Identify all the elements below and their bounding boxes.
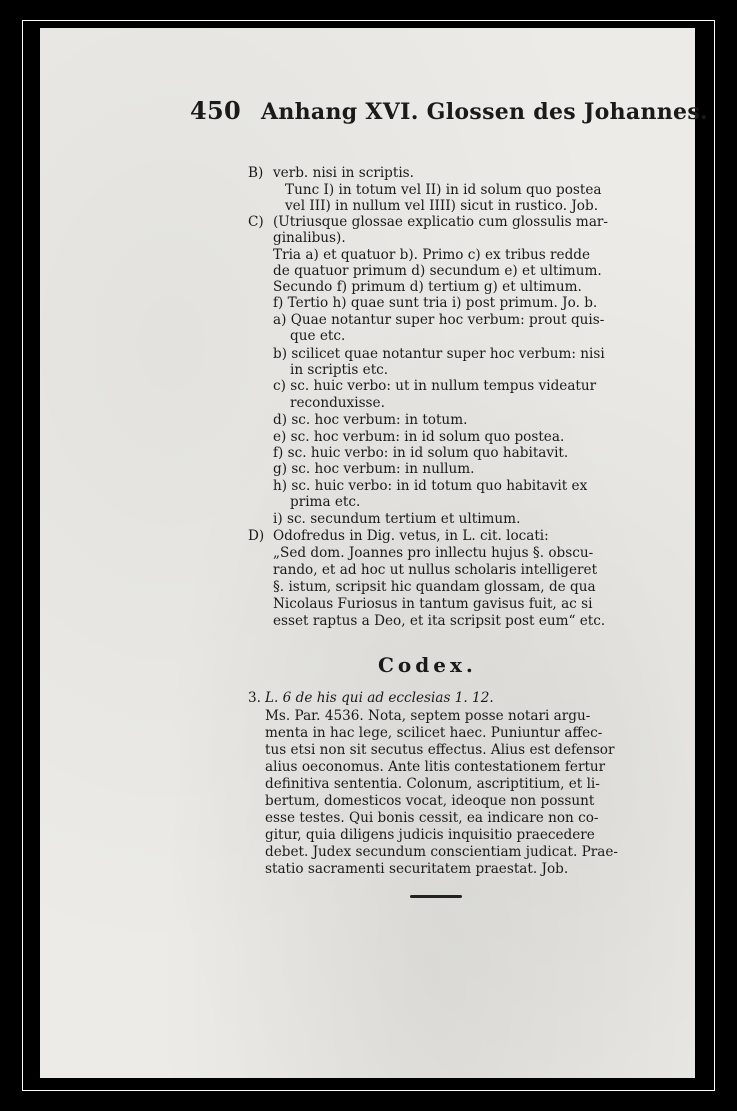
- running-title: Anhang XVI. Glossen des Johannes.: [260, 99, 709, 125]
- section-d-label: D): [248, 528, 265, 544]
- codex-line: bertum, domesticos vocat, ideoque non possunt: [265, 793, 595, 809]
- gloss-line: a) Quae notantur super hoc verbum: prout quis-: [273, 312, 605, 328]
- codex-line: esse testes. Qui bonis cessit, ea indicare non co-: [265, 810, 599, 826]
- page-header: [190, 96, 709, 125]
- gloss-line: reconduxisse.: [290, 395, 385, 411]
- section-b-line: vel III) in nullum vel IIII) sicut in rustico. Job.: [285, 198, 599, 214]
- gloss-line: d) sc. hoc verbum: in totum.: [273, 412, 468, 428]
- gloss-line: prima etc.: [290, 494, 361, 510]
- section-c-label: C): [248, 214, 264, 230]
- section-b-line: Tunc I) in totum vel II) in id solum quo postea: [285, 182, 602, 198]
- section-d-line: rando, et ad hoc ut nullus scholaris intelligeret: [273, 562, 598, 578]
- section-b-label: B): [248, 165, 264, 181]
- section-c-line: Secundo f) primum d) tertium g) et ultimum.: [273, 279, 582, 295]
- end-rule: [410, 895, 462, 898]
- section-d-line: esset raptus a Deo, et ita scripsit post eum“ etc.: [273, 613, 606, 629]
- gloss-line: b) scilicet quae notantur super hoc verbum: nisi: [273, 346, 605, 362]
- gloss-line: que etc.: [290, 328, 346, 344]
- codex-citation: L. 6 de his qui ad ecclesias 1. 12.: [265, 690, 494, 706]
- codex-entry-number: 3.: [248, 690, 261, 706]
- codex-heading: Codex.: [378, 653, 477, 677]
- codex-line: tus etsi non sit secutus effectus. Alius est defensor: [265, 742, 615, 758]
- section-d-line: Nicolaus Furiosus in tantum gavisus fuit, ac si: [273, 596, 593, 612]
- codex-line: definitiva sententia. Colonum, ascriptitium, et li-: [265, 776, 600, 792]
- codex-line: statio sacramenti securitatem praestat. Job.: [265, 861, 569, 877]
- section-c-line: Tria a) et quatuor b). Primo c) ex tribus redde: [273, 247, 591, 263]
- gloss-line: e) sc. hoc verbum: in id solum quo postea.: [273, 429, 565, 445]
- codex-line: gitur, quia diligens judicis inquisitio praecedere: [265, 827, 595, 843]
- section-c-line: f) Tertio h) quae sunt tria i) post primum. Jo. b.: [273, 295, 598, 311]
- gloss-line: g) sc. hoc verbum: in nullum.: [273, 461, 475, 477]
- section-d-line: „Sed dom. Joannes pro inllectu hujus §. obscu-: [273, 545, 594, 561]
- codex-line: menta in hac lege, scilicet haec. Puniuntur affec-: [265, 725, 603, 741]
- gloss-line: i) sc. secundum tertium et ultimum.: [273, 511, 521, 527]
- section-d-line: §. istum, scripsit hic quandam glossam, de qua: [273, 579, 596, 595]
- gloss-line: f) sc. huic verbo: in id solum quo habitavit.: [273, 445, 569, 461]
- gloss-line: c) sc. huic verbo: ut in nullum tempus videatur: [273, 378, 597, 394]
- gloss-line: h) sc. huic verbo: in id totum quo habitavit ex: [273, 478, 588, 494]
- gloss-line: in scriptis etc.: [290, 362, 389, 378]
- section-b-line: verb. nisi in scriptis.: [273, 165, 414, 181]
- section-c-line: (Utriusque glossae explicatio cum glossulis mar-: [273, 214, 609, 230]
- codex-line: Ms. Par. 4536. Nota, septem posse notari argu-: [265, 708, 591, 724]
- codex-line: debet. Judex secundum conscientiam judicat. Prae-: [265, 844, 618, 860]
- section-c-line: ginalibus).: [273, 230, 346, 246]
- page-number: 450: [190, 96, 241, 125]
- section-c-line: de quatuor primum d) secundum e) et ultimum.: [273, 263, 602, 279]
- section-d-line: Odofredus in Dig. vetus, in L. cit. locati:: [273, 528, 549, 544]
- codex-line: alius oeconomus. Ante litis contestationem fertur: [265, 759, 606, 775]
